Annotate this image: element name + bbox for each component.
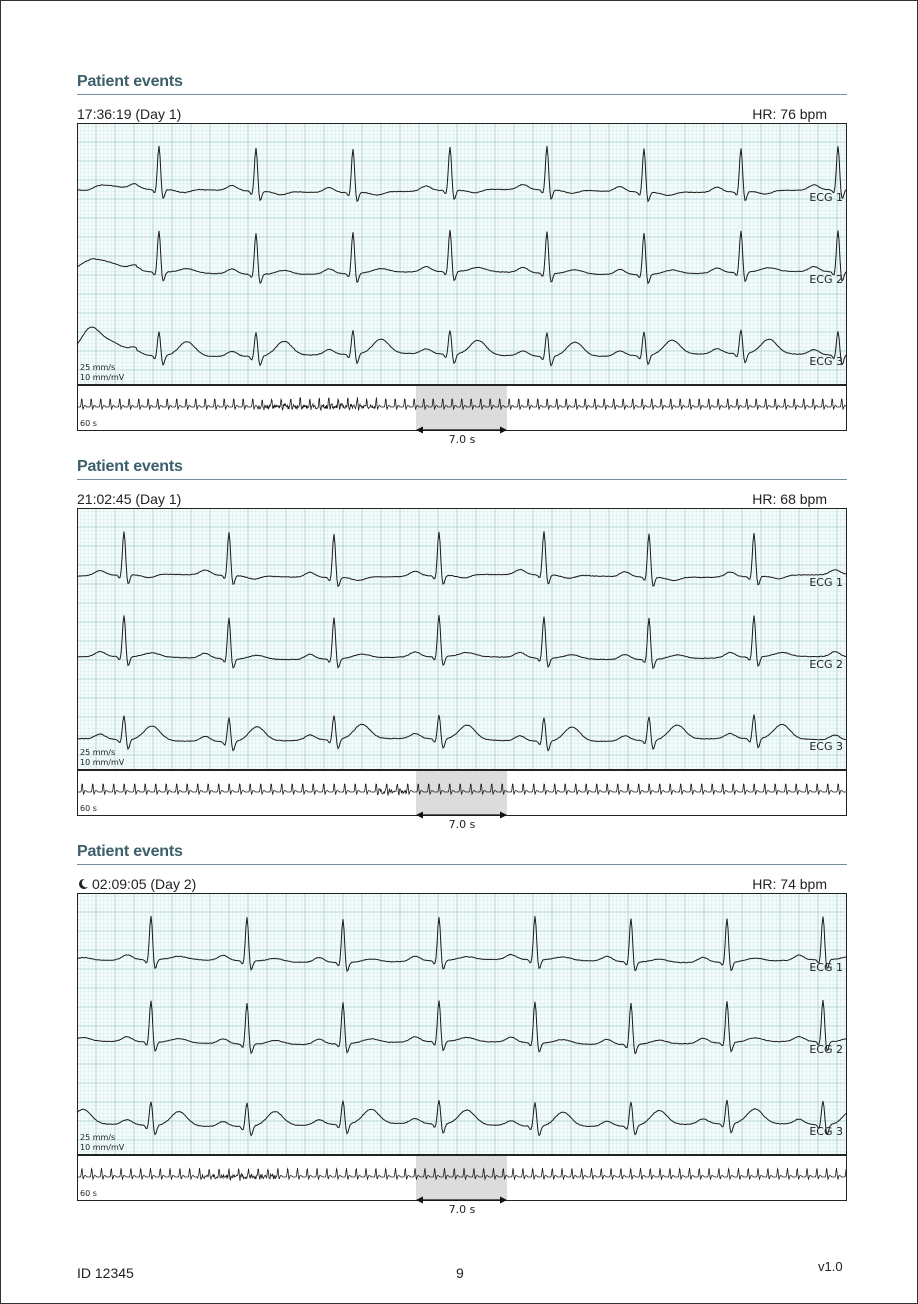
heart-rate: HR: 74 bpm bbox=[752, 876, 827, 892]
window-duration-label: 7.0 s bbox=[448, 433, 476, 446]
ecg-strip bbox=[77, 508, 847, 838]
lead-label: ECG 2 bbox=[809, 658, 843, 671]
event-section-1 bbox=[77, 73, 847, 463]
ecg-grid bbox=[77, 508, 847, 770]
overview-strip bbox=[77, 770, 847, 816]
section-title: Patient events bbox=[77, 843, 183, 860]
lead-label: ECG 1 bbox=[809, 191, 843, 204]
section-title: Patient events bbox=[77, 458, 183, 475]
lead-label: ECG 2 bbox=[809, 1043, 843, 1056]
event-section-2 bbox=[77, 458, 847, 848]
lead-label: ECG 3 bbox=[809, 1125, 843, 1138]
page-number: 9 bbox=[456, 1265, 464, 1281]
lead-label: ECG 2 bbox=[809, 273, 843, 286]
window-highlight bbox=[416, 1155, 507, 1201]
grid-background bbox=[77, 508, 847, 770]
lead-label: ECG 1 bbox=[809, 961, 843, 974]
overview-strip bbox=[77, 1155, 847, 1201]
overview-duration-label: 60 s bbox=[80, 804, 97, 813]
event-section-3 bbox=[77, 843, 847, 1233]
lead-label: ECG 3 bbox=[809, 355, 843, 368]
window-duration-label: 7.0 s bbox=[448, 818, 476, 831]
section-title: Patient events bbox=[77, 73, 183, 90]
window-duration-label: 7.0 s bbox=[448, 1203, 476, 1216]
speed-label: 25 mm/s bbox=[80, 748, 116, 757]
gain-label: 10 mm/mV bbox=[80, 758, 125, 767]
version-label: v1.0 bbox=[818, 1259, 843, 1274]
gain-label: 10 mm/mV bbox=[80, 1143, 125, 1152]
window-highlight bbox=[416, 385, 507, 431]
lead-label: ECG 3 bbox=[809, 740, 843, 753]
lead-label: ECG 1 bbox=[809, 576, 843, 589]
overview-duration-label: 60 s bbox=[80, 1189, 97, 1198]
section-divider bbox=[77, 479, 847, 480]
overview-duration-label: 60 s bbox=[80, 419, 97, 428]
overview-strip bbox=[77, 385, 847, 431]
event-timestamp: 17:36:19 (Day 1) bbox=[77, 106, 182, 122]
moon-icon bbox=[77, 878, 89, 890]
grid-background bbox=[77, 893, 847, 1155]
ecg-strip bbox=[77, 123, 847, 453]
patient-id: ID 12345 bbox=[77, 1265, 134, 1281]
ecg-strip bbox=[77, 893, 847, 1223]
ecg-grid bbox=[77, 893, 847, 1155]
speed-label: 25 mm/s bbox=[80, 363, 116, 372]
heart-rate: HR: 68 bpm bbox=[752, 491, 827, 507]
section-divider bbox=[77, 94, 847, 95]
gain-label: 10 mm/mV bbox=[80, 373, 125, 382]
heart-rate: HR: 76 bpm bbox=[752, 106, 827, 122]
event-timestamp: 21:02:45 (Day 1) bbox=[77, 491, 182, 507]
speed-label: 25 mm/s bbox=[80, 1133, 116, 1142]
section-divider bbox=[77, 864, 847, 865]
event-timestamp: 02:09:05 (Day 2) bbox=[77, 876, 196, 892]
